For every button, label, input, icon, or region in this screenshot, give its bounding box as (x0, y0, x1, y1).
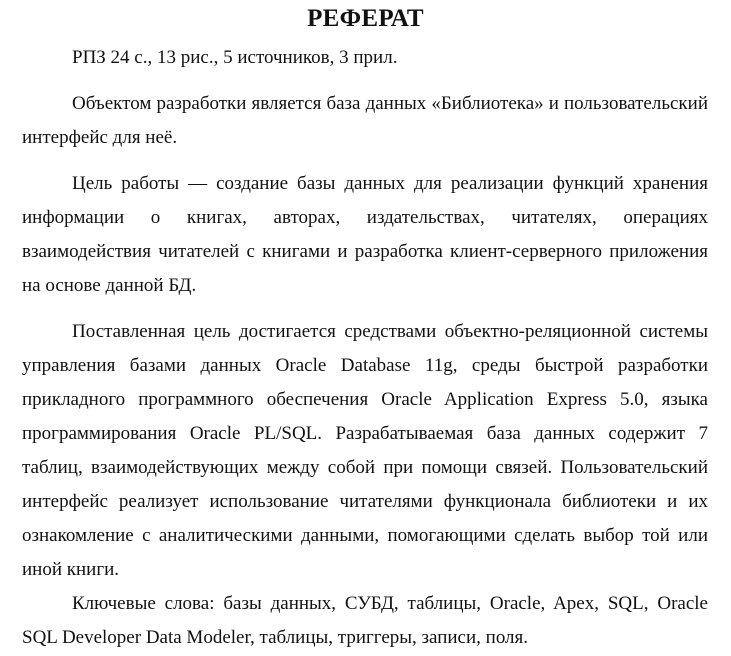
paragraph-keywords: Ключевые слова: базы данных, СУБД, таблицы, Oracle, Apex, SQL, Oracle SQL Developer Data Modeler, таблицы, триггеры, записи, поля. (22, 593, 708, 648)
document-body (22, 41, 708, 655)
paragraph-means: Поставленная цель достигается средствами объектно-реляционной системы управления базами данных Oracle Database 11g, среды быстрой разработки прикладного программного обеспечения Oracle Application Express 5.0, языка программирования Oracle PL/SQL. Разрабатываемая база данных содержит 7 таблиц, взаимодействующих между собой при помощи связей. Пользовательский интерфейс реализует использование читателями функционала библиотеки и их ознакомление с аналитическими данными, помогающими сделать выбор той или иной книги. (22, 321, 708, 580)
paragraph-goal: Цель работы — создание базы данных для реализации функций хранения информации о книгах, авторах, издательствах, читателях, операциях взаимодействия читателей с книгами и разработка клиент-серверного приложения на основе данной БД. (22, 173, 708, 296)
paragraph-summary-stats: РПЗ 24 с., 13 рис., 5 источников, 3 прил. (72, 47, 398, 68)
document-title: РЕФЕРАТ (307, 5, 424, 32)
paragraph-object: Объектом разработки является база данных «Библиотека» и пользовательский интерфейс для неё. (22, 93, 708, 148)
